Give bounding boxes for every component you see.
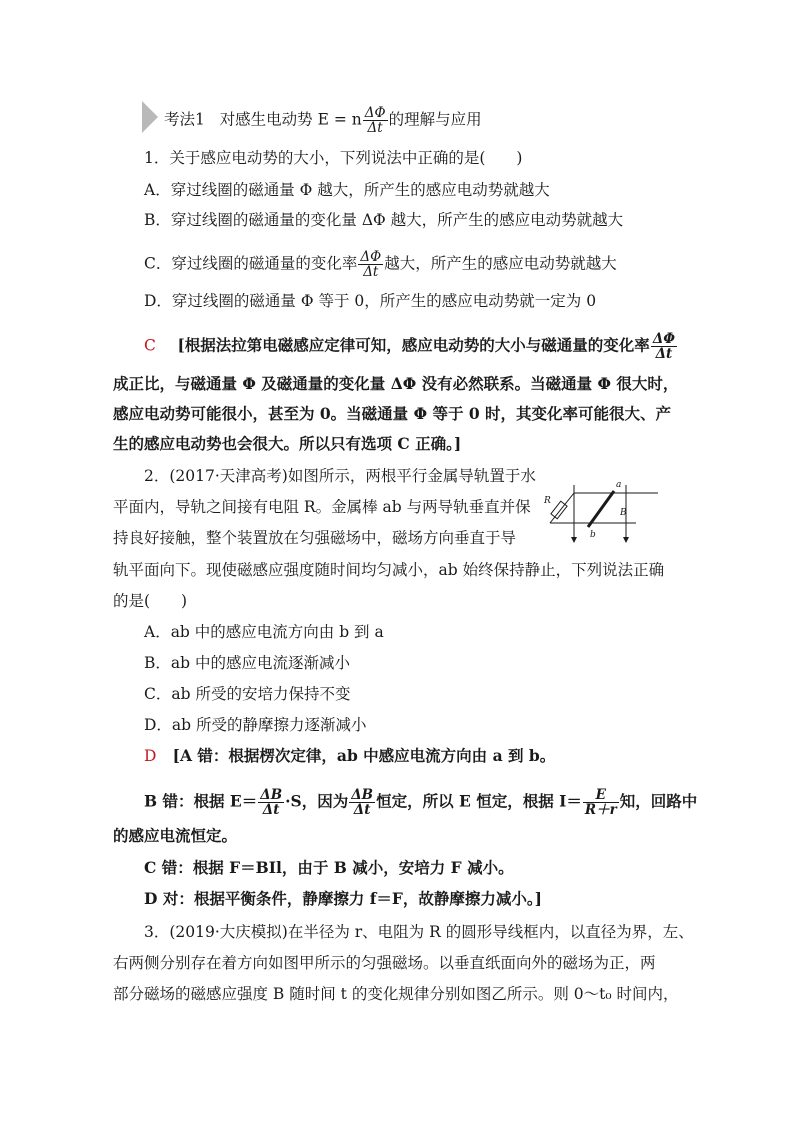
q2-option-d: D．ab 所受的静摩擦力逐渐减小 xyxy=(144,716,367,734)
q2-stem-line5: 的是( ) xyxy=(113,592,188,610)
q2-rail-figure xyxy=(540,475,662,555)
label-B: B xyxy=(620,508,627,518)
q3-stem-line2: 右两侧分别存在着方向如图甲所示的匀强磁场。以垂直纸面向外的磁场为正，两 xyxy=(113,954,656,972)
q2-fraction-db-dt: $\frac{\Delta B}{\Delta t}$ xyxy=(260,787,283,818)
q2-stem-line4: 轨平面向下。现使磁感应强度随时间均匀减小，ab 始终保持静止，下列说法正确 xyxy=(113,561,665,579)
q1-option-c-fraction: $\frac{\Delta\Phi}{\Delta t}$ xyxy=(360,249,382,280)
section-title-post: 的理解与应用 xyxy=(388,110,482,129)
q2-explanation-c: C 错：根据 F＝BIl，由于 B 减小，安培力 F 减小。 xyxy=(144,858,514,877)
q2-option-a: A．ab 中的感应电流方向由 b 到 a xyxy=(144,623,384,641)
q2-stem-line3: 持良好接触，整个装置放在匀强磁场中，磁场方向垂直于导 xyxy=(113,529,517,547)
q2-explanation-a: D [A 错：根据楞次定律，ab 中感应电流方向由 a 到 b。 xyxy=(144,746,556,765)
field-arrow-icon xyxy=(623,537,629,543)
q1-explanation-line4: 生的感应电动势也会很大。所以只有选项 C 正确。] xyxy=(113,434,462,453)
q1-explanation-line3: 感应电动势可能很小，甚至为 0。当磁通量 Φ 等于 0 时，其变化率可能很大、产 xyxy=(113,404,672,423)
q2-stem-line2: 平面内，导轨之间接有电阻 R。金属棒 ab 与两导轨垂直并保 xyxy=(113,498,531,516)
label-b: b xyxy=(590,530,596,540)
metal-rod xyxy=(588,491,614,527)
q1-option-c: C．穿过线圈的磁通量的变化率 $\frac{\Delta\Phi}{\Delta t}$ 越大，所产生的感应电动势就越大 xyxy=(144,249,617,280)
label-a: a xyxy=(616,480,622,490)
section-title-pre: 对感生电动势 E = n xyxy=(219,110,362,129)
q2-explanation-b-cont: 的感应电流恒定。 xyxy=(113,826,238,845)
q1-stem: 1．关于感应电动势的大小，下列说法中正确的是( ) xyxy=(144,149,523,167)
q1-answer: C xyxy=(144,336,156,355)
q1-explanation-fraction: $\frac{\Delta\Phi}{\Delta t}$ xyxy=(652,331,676,362)
q2-fraction-current: $\frac{E}{R+r}$ xyxy=(584,787,617,818)
section-label: 考法1 xyxy=(164,110,205,129)
label-R: R xyxy=(544,496,551,506)
q3-stem-line1: 3．(2019·大庆模拟)在半径为 r、电阻为 R 的圆形导线框内，以直径为界，左、 xyxy=(144,923,694,941)
section-header xyxy=(164,106,482,135)
section-arrow-head-icon xyxy=(142,101,158,133)
q2-explanation-b: B 错：根据 E＝ $\frac{\Delta B}{\Delta t}$ ·S，因为 $\frac{\Delta B}{\Delta t}$ 恒定，所以 E 恒定，根据 I＝ $\frac{E}{R+r}$ 知，回路中 xyxy=(144,787,698,818)
q3-stem-line3: 部分磁场的磁感应强度 B 随时间 t 的变化规律分别如图乙所示。则 0～t₀ 时间内， xyxy=(113,985,679,1003)
field-arrow-icon xyxy=(571,537,577,543)
q1-explanation-line1: C [根据法拉第电磁感应定律可知，感应电动势的大小与磁通量的变化率 $\frac{\Delta\Phi}{\Delta t}$ xyxy=(144,331,676,362)
rail-left-end xyxy=(550,493,574,523)
section-title-fraction: $\frac{\Delta\Phi}{\Delta t}$ xyxy=(364,105,386,136)
resistor-icon xyxy=(551,501,567,519)
q1-explanation-line2: 成正比，与磁通量 Φ 及磁通量的变化量 ΔΦ 没有必然联系。当磁通量 Φ 很大时， xyxy=(113,374,679,393)
q1-option-a: A．穿过线圈的磁通量 Φ 越大，所产生的感应电动势就越大 xyxy=(144,181,550,199)
q2-option-c: C．ab 所受的安培力保持不变 xyxy=(144,685,351,703)
q2-answer: D xyxy=(144,747,157,765)
q2-option-b: B．ab 中的感应电流逐渐减小 xyxy=(144,654,350,672)
q1-option-b: B．穿过线圈的磁通量的变化量 ΔΦ 越大，所产生的感应电动势就越大 xyxy=(144,211,624,229)
q2-fraction-db-dt-2: $\frac{\Delta B}{\Delta t}$ xyxy=(351,787,374,818)
q2-explanation-d: D 对：根据平衡条件，静摩擦力 f＝F，故静摩擦力减小。] xyxy=(144,889,542,908)
q2-stem-line1: 2．(2017·天津高考)如图所示，两根平行金属导轨置于水 xyxy=(144,467,536,485)
q1-option-d: D．穿过线圈的磁通量 Φ 等于 0，所产生的感应电动势就一定为 0 xyxy=(144,292,597,310)
